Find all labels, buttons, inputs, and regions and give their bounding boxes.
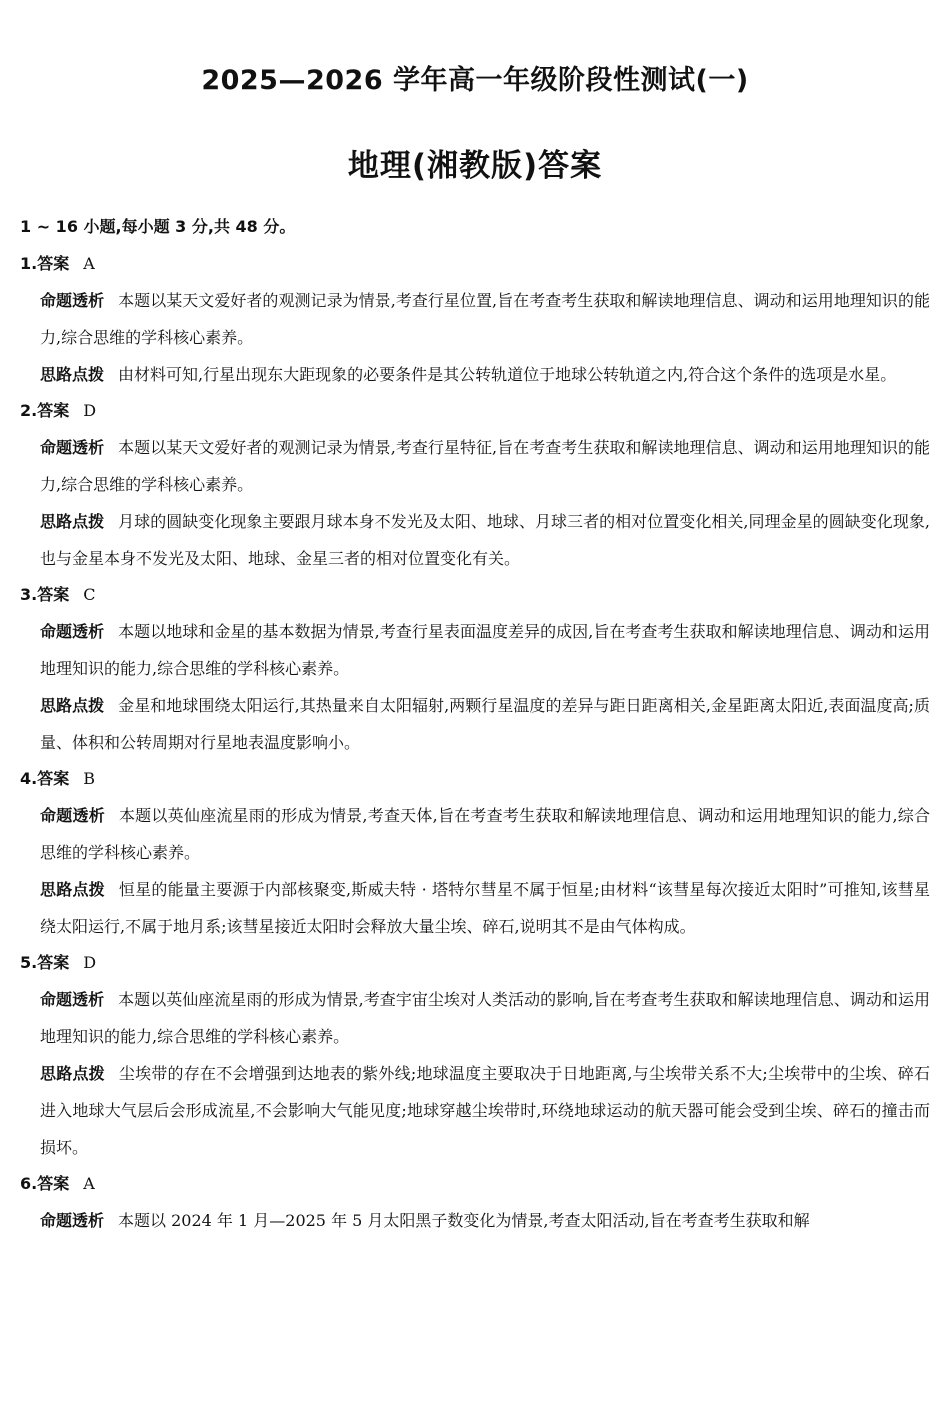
answer-value: D <box>83 953 97 972</box>
question-4 <box>20 761 930 945</box>
question-2 <box>20 393 930 577</box>
analysis-label: 命题透析 <box>40 622 105 641</box>
analysis-paragraph <box>40 613 930 687</box>
question-header <box>20 761 930 797</box>
question-header <box>20 1166 930 1202</box>
answer-value: D <box>83 401 97 420</box>
question-header <box>20 945 930 981</box>
analysis-text: 本题以某天文爱好者的观测记录为情景,考查行星特征,旨在考查考生获取和解读地理信息、调动和运用地理知识的能力,综合思维的学科核心素养。 <box>40 438 930 494</box>
answer-label: 答案 <box>37 769 70 788</box>
question-number: 4. <box>20 769 38 788</box>
question-header <box>20 393 930 429</box>
hint-text: 月球的圆缺变化现象主要跟月球本身不发光及太阳、地球、月球三者的相对位置变化相关,同理金星的圆缺变化现象,也与金星本身不发光及太阳、地球、金星三者的相对位置变化有关。 <box>40 512 930 568</box>
question-number: 2. <box>20 401 38 420</box>
analysis-label: 命题透析 <box>40 438 105 457</box>
analysis-text: 本题以英仙座流星雨的形成为情景,考查宇宙尘埃对人类活动的影响,旨在考查考生获取和解读地理信息、调动和运用地理知识的能力,综合思维的学科核心素养。 <box>40 990 930 1046</box>
answer-label: 答案 <box>37 1174 70 1193</box>
hint-label: 思路点拨 <box>40 365 105 384</box>
hint-label: 思路点拨 <box>40 1064 105 1083</box>
analysis-label: 命题透析 <box>40 806 105 825</box>
analysis-label: 命题透析 <box>40 291 105 310</box>
question-header <box>20 246 930 282</box>
analysis-text: 本题以 2024 年 1 月—2025 年 5 月太阳黑子数变化为情景,考查太阳活动,旨在考查考生获取和解 <box>118 1211 810 1230</box>
analysis-label: 命题透析 <box>40 1211 105 1230</box>
answer-value: A <box>83 254 95 273</box>
hint-text: 恒星的能量主要源于内部核聚变,斯威夫特 · 塔特尔彗星不属于恒星;由材料“该彗星每次接近太阳时”可推知,该彗星绕太阳运行,不属于地月系;该彗星接近太阳时会释放大量尘埃、碎石,说明其不是由气体构成。 <box>40 880 930 936</box>
exam-title: 2025—2026 学年高一年级阶段性测试(一) <box>201 65 749 96</box>
question-1 <box>20 246 930 393</box>
hint-text: 由材料可知,行星出现东大距现象的必要条件是其公转轨道位于地球公转轨道之内,符合这个条件的选项是水星。 <box>118 365 897 384</box>
question-5 <box>20 945 930 1166</box>
hint-label: 思路点拨 <box>40 696 105 715</box>
analysis-text: 本题以某天文爱好者的观测记录为情景,考查行星位置,旨在考查考生获取和解读地理信息、调动和运用地理知识的能力,综合思维的学科核心素养。 <box>40 291 930 347</box>
hint-text: 尘埃带的存在不会增强到达地表的紫外线;地球温度主要取决于日地距离,与尘埃带关系不大;尘埃带中的尘埃、碎石进入地球大气层后会形成流星,不会影响大气能见度;地球穿越尘埃带时,环绕地球运动的航天器可能会受到尘埃、碎石的撞击而损坏。 <box>40 1064 930 1157</box>
hint-paragraph <box>40 1055 930 1166</box>
hint-paragraph <box>40 871 930 945</box>
answer-label: 答案 <box>37 953 70 972</box>
hint-paragraph <box>40 503 930 577</box>
question-number: 1. <box>20 254 38 273</box>
hint-text: 金星和地球围绕太阳运行,其热量来自太阳辐射,两颗行星温度的差异与距日距离相关,金星距离太阳近,表面温度高;质量、体积和公转周期对行星地表温度影响小。 <box>40 696 930 752</box>
analysis-label: 命题透析 <box>40 990 105 1009</box>
hint-paragraph <box>40 687 930 761</box>
answer-value: A <box>83 1174 95 1193</box>
question-number: 6. <box>20 1174 38 1193</box>
hint-label: 思路点拨 <box>40 512 105 531</box>
answer-label: 答案 <box>37 585 70 604</box>
question-3 <box>20 577 930 761</box>
analysis-text: 本题以地球和金星的基本数据为情景,考查行星表面温度差异的成因,旨在考查考生获取和解读地理信息、调动和运用地理知识的能力,综合思维的学科核心素养。 <box>40 622 930 678</box>
analysis-paragraph <box>40 282 930 356</box>
question-6 <box>20 1166 930 1239</box>
analysis-paragraph <box>40 981 930 1055</box>
answer-value: C <box>83 585 96 604</box>
hint-paragraph <box>40 356 930 393</box>
exam-subtitle: 地理(湘教版)答案 <box>347 148 603 184</box>
hint-label: 思路点拨 <box>40 880 105 899</box>
question-header <box>20 577 930 613</box>
analysis-paragraph <box>40 1202 930 1239</box>
answer-label: 答案 <box>37 254 70 273</box>
question-number: 3. <box>20 585 38 604</box>
analysis-paragraph <box>40 797 930 871</box>
answer-label: 答案 <box>37 401 70 420</box>
answer-value: B <box>83 769 95 788</box>
question-number: 5. <box>20 953 38 972</box>
scoring-intro: 1 ~ 16 小题,每小题 3 分,共 48 分。 <box>20 217 296 236</box>
answer-list <box>20 246 930 1239</box>
analysis-paragraph <box>40 429 930 503</box>
analysis-text: 本题以英仙座流星雨的形成为情景,考查天体,旨在考查考生获取和解读地理信息、调动和运用地理知识的能力,综合思维的学科核心素养。 <box>40 806 930 862</box>
